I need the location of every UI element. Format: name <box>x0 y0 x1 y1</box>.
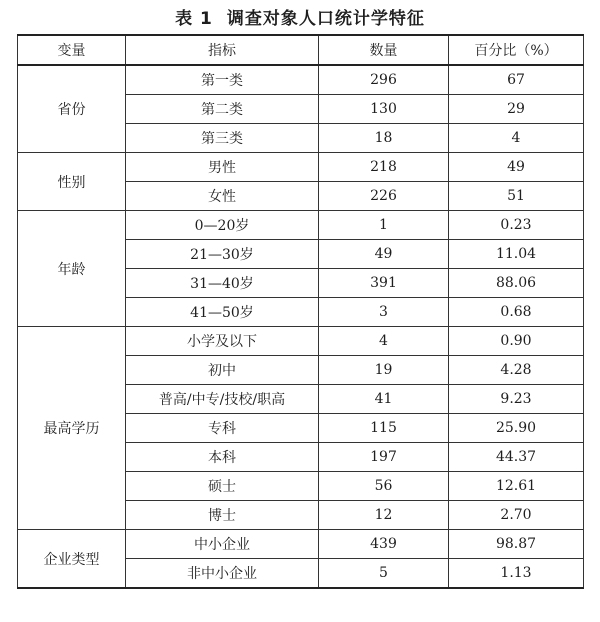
indicator-cell: 31—40岁 <box>126 269 319 298</box>
percent-cell: 11.04 <box>449 240 584 269</box>
variable-cell: 企业类型 <box>18 530 126 589</box>
percent-cell: 51 <box>449 182 584 211</box>
indicator-cell: 男性 <box>126 153 319 182</box>
variable-cell: 省份 <box>18 65 126 153</box>
indicator-cell: 21—30岁 <box>126 240 319 269</box>
percent-cell: 67 <box>449 65 584 95</box>
percent-cell: 2.70 <box>449 501 584 530</box>
percent-cell: 98.87 <box>449 530 584 559</box>
percent-cell: 4 <box>449 124 584 153</box>
table-row <box>18 530 584 559</box>
count-cell: 12 <box>319 501 449 530</box>
percent-cell: 9.23 <box>449 385 584 414</box>
indicator-cell: 专科 <box>126 414 319 443</box>
header-indicator: 指标 <box>126 35 319 65</box>
count-cell: 19 <box>319 356 449 385</box>
table-row <box>18 65 584 95</box>
count-cell: 218 <box>319 153 449 182</box>
indicator-cell: 第三类 <box>126 124 319 153</box>
percent-cell: 25.90 <box>449 414 584 443</box>
indicator-cell: 中小企业 <box>126 530 319 559</box>
indicator-cell: 小学及以下 <box>126 327 319 356</box>
count-cell: 439 <box>319 530 449 559</box>
count-cell: 391 <box>319 269 449 298</box>
count-cell: 56 <box>319 472 449 501</box>
count-cell: 296 <box>319 65 449 95</box>
percent-cell: 0.68 <box>449 298 584 327</box>
indicator-cell: 本科 <box>126 443 319 472</box>
count-cell: 18 <box>319 124 449 153</box>
header-percent: 百分比（%） <box>449 35 584 65</box>
variable-cell: 性别 <box>18 153 126 211</box>
indicator-cell: 普高/中专/技校/职高 <box>126 385 319 414</box>
table-row <box>18 211 584 240</box>
variable-cell: 最高学历 <box>18 327 126 530</box>
indicator-cell: 非中小企业 <box>126 559 319 589</box>
percent-cell: 12.61 <box>449 472 584 501</box>
table-title: 调查对象人口统计学特征 <box>226 9 425 29</box>
header-count: 数量 <box>319 35 449 65</box>
indicator-cell: 硕士 <box>126 472 319 501</box>
table-number: 表 1 <box>175 9 213 29</box>
table-body <box>18 65 584 588</box>
count-cell: 226 <box>319 182 449 211</box>
percent-cell: 0.90 <box>449 327 584 356</box>
percent-cell: 0.23 <box>449 211 584 240</box>
count-cell: 41 <box>319 385 449 414</box>
indicator-cell: 第二类 <box>126 95 319 124</box>
count-cell: 130 <box>319 95 449 124</box>
header-variable: 变量 <box>18 35 126 65</box>
indicator-cell: 41—50岁 <box>126 298 319 327</box>
table-header-row <box>18 35 584 65</box>
percent-cell: 44.37 <box>449 443 584 472</box>
percent-cell: 29 <box>449 95 584 124</box>
count-cell: 1 <box>319 211 449 240</box>
indicator-cell: 女性 <box>126 182 319 211</box>
table-caption <box>0 4 600 29</box>
percent-cell: 1.13 <box>449 559 584 589</box>
count-cell: 3 <box>319 298 449 327</box>
indicator-cell: 0—20岁 <box>126 211 319 240</box>
count-cell: 4 <box>319 327 449 356</box>
count-cell: 5 <box>319 559 449 589</box>
count-cell: 197 <box>319 443 449 472</box>
table-row <box>18 153 584 182</box>
indicator-cell: 初中 <box>126 356 319 385</box>
percent-cell: 4.28 <box>449 356 584 385</box>
count-cell: 49 <box>319 240 449 269</box>
count-cell: 115 <box>319 414 449 443</box>
indicator-cell: 博士 <box>126 501 319 530</box>
variable-cell: 年龄 <box>18 211 126 327</box>
percent-cell: 88.06 <box>449 269 584 298</box>
table-row <box>18 327 584 356</box>
indicator-cell: 第一类 <box>126 65 319 95</box>
percent-cell: 49 <box>449 153 584 182</box>
demographics-table <box>17 34 584 589</box>
